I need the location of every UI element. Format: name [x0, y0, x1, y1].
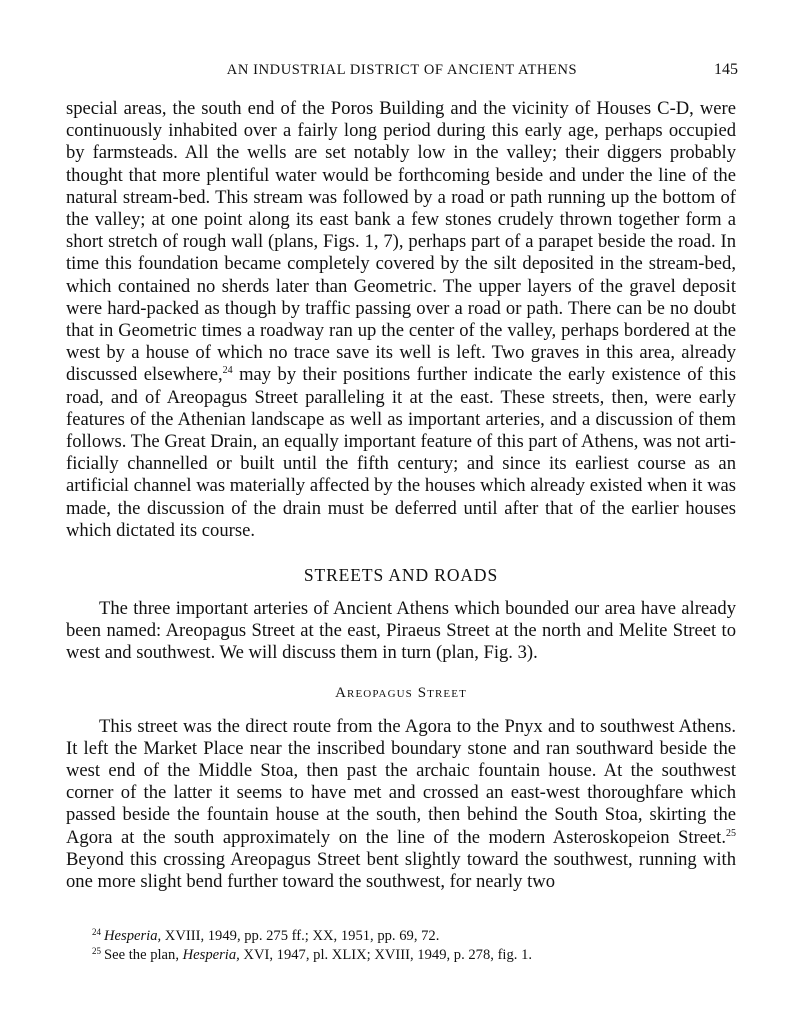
footnote-25 — [66, 946, 736, 965]
section-heading: STREETS AND ROADS — [303, 565, 499, 586]
paragraph-areopagus-street — [66, 716, 736, 894]
journal-title: Hesperia, — [182, 947, 240, 963]
running-title: AN INDUSTRIAL DISTRICT OF ANCIENT ATHENS — [226, 62, 578, 78]
subsection-heading: Areopagus Street — [335, 684, 467, 701]
journal-title: Hesperia, — [104, 928, 162, 944]
paragraph-3-text-a: This street was the direct route from the Agora to the Pnyx and to southwest Athens. It left the Market Place near the inscribed boundary stone and ran southward beside the west end of the Middle Stoa, then past the archaic fountain house. At the southwest corner of the latter it seems to have met and crossed an east-west thoroughfare which passed beside the fountain house at the south, then behind the South Stoa, skirting the Agora at the south approximately on the line of the modern Asteroskopeion Street. — [66, 715, 736, 848]
paragraph-3-text-b: Beyond this crossing Areopagus Street bent slightly toward the southwest, running with one more slight bend further toward the southwest, for nearly two — [66, 848, 736, 893]
footnotes — [66, 927, 736, 965]
paragraph-continued — [66, 98, 736, 542]
footnote-text: XVIII, 1949, pp. 275 ff.; XX, 1951, pp. 69, 72. — [161, 928, 440, 944]
paragraph-1-text-a: special areas, the south end of the Poros Building and the vicinity of Houses C-D, were continuously inhabited over a fairly long period during this early age, perhaps occupied by farmsteads. All the wells are set notably low in the valley; their diggers probably thought that more plentiful water would be forthcoming beside and under the line of the natural stream-bed. This stream was followed by a road or path running up the bottom of the valley; at one point along its east bank a few stones crudely thrown together form a short stretch of rough wall (plans, Figs. 1, 7), perhaps part of a parapet beside the road. In time this foundation became completely covered by the silt deposited in the stream-bed, which contained no sherds later than Geometric. The upper layers of the gravel deposit were hard-packed as though by traffic passing over a road or path. There can be no doubt that in Geometric times a roadway ran up the center of the valley, perhaps bordered at the west by a house of which no trace save its well is left. Two graves in this area, already discussed elsewhere, — [66, 98, 736, 386]
footnote-ref-24: 24 — [222, 365, 233, 377]
running-head — [66, 60, 738, 82]
footnote-24 — [66, 927, 736, 946]
footnote-ref-25: 25 — [726, 827, 736, 839]
footnote-prefix: See the plan, — [104, 947, 183, 963]
body-text — [66, 98, 736, 893]
footnote-marker: 24 — [92, 927, 101, 937]
paragraph-1-text-b: may by their positions further indicate the early existence of this road, and of Areopagus Street paralleling it at the east. These streets, then, were early features of the Athenian landscape as well as important arteries, and a discussion of them follows. The Great Drain, an equally important feature of this part of Athens, was not artificially channelled or built until the fifth century; and since its earliest course as an artificial channel was materially affected by the houses which already existed when it was made, the discussion of the drain must be deferred until after that of the earlier houses which dictated its course. — [66, 364, 736, 541]
paragraph-streets-intro: The three important arteries of Ancient Athens which bounded our area have already been named: Areopagus Street at the east, Piraeus Street at the north and Melite Street to west and southwest. We will discuss them in turn (plan, Fig. 3). — [66, 598, 736, 664]
footnote-text: XVI, 1947, pl. XLIX; XVIII, 1949, p. 278, fig. 1. — [239, 947, 533, 963]
page-number: 145 — [714, 61, 738, 78]
footnote-marker: 25 — [92, 946, 101, 956]
